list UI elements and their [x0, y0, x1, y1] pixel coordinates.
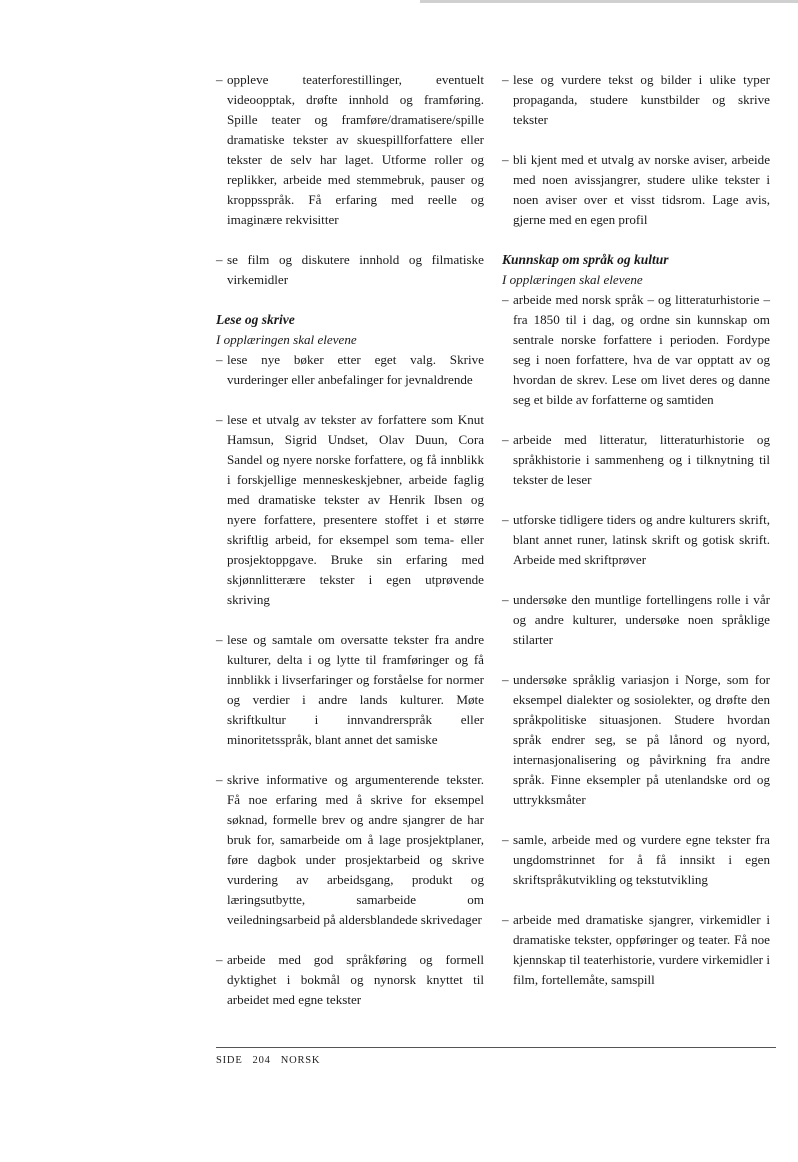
footer-side-label: SIDE: [216, 1055, 243, 1066]
page-footer: [216, 1055, 330, 1066]
footer-divider: [216, 1047, 776, 1048]
left-column: [216, 70, 484, 1010]
list-item: – lese og samtale om oversatte tekster fra andre kulturer, delta i og lytte til framføringer og få innblikk i livserfaringer og forståelse for normer og verdier i andre lands kulturer. Møte skriftkultur i innvandrerspråk eller minoritetsspråk, blant annet det samiske: [216, 632, 484, 747]
list-item: – utforske tidligere tiders og andre kulturers skrift, blant annet runer, latinsk skrift og gotisk skrift. Arbeide med skriftprøver: [502, 512, 770, 567]
list-item: – oppleve teaterforestillinger, eventuelt videoopptak, drøfte innhold og framføring. Spille teater og framføre/dramatisere/spille dramatiske tekster av skuespillforfattere eller tekster de selv har laget. Utforme roller og replikker, arbeide med stemmebruk, pauser og kroppsspråk. Få erfaring med reelle og imaginære rekvisitter: [216, 72, 484, 227]
section-subheading: I opplæringen skal elevene: [502, 272, 643, 287]
list-item: – lese og vurdere tekst og bilder i ulike typer propaganda, studere kunstbilder og skrive tekster: [502, 72, 770, 127]
list-item: – bli kjent med et utvalg av norske aviser, arbeide med noen avissjangrer, studere ulike tekster i noen aviser over et visst tidsrom. Lage avis, gjerne med en egen profil: [502, 152, 770, 227]
list-item: – skrive informative og argumenterende tekster. Få noe erfaring med å skrive for eksempel søknad, formelle brev og andre sjangrer de har bruk for, samarbeide om å lage prosjektplaner, føre dagbok under prosjektarbeid og skrive vurdering av arbeidsgang, produkt og læringsutbytte, samarbeide om veiledningsarbeid på aldersblandede skrivedager: [216, 772, 484, 927]
list-item: – arbeide med dramatiske sjangrer, virkemidler i dramatiske tekster, oppføringer og teater. Få noe kjennskap til teaterhistorie, vurdere virkemidler i film, fortellemåte, samspill: [502, 912, 770, 987]
section-subheading: I opplæringen skal elevene: [216, 332, 357, 347]
list-item: – samle, arbeide med og vurdere egne tekster fra ungdomstrinnet for å få innsikt i egen skriftspråkutvikling og tekstutvikling: [502, 832, 770, 887]
scan-edge: [420, 0, 798, 3]
list-item: – undersøke språklig variasjon i Norge, som for eksempel dialekter og sosiolekter, og drøfte den språkpolitiske situasjonen. Studere hvordan språk endrer seg, se på lånord og nyord, internasjonalisering og påvirkning fra andre språk. Finne eksempler på utenlandske ord og uttrykksmåter: [502, 672, 770, 807]
right-column: [502, 70, 770, 990]
page-number: 204: [252, 1055, 271, 1066]
list-item: – se film og diskutere innhold og filmatiske virkemidler: [216, 252, 484, 287]
list-item: – arbeide med norsk språk – og litteraturhistorie – fra 1850 til i dag, og ordne sin kunnskap om sentrale norske forfattere i perioden. Fordype seg i noen forfattere, hva de var opptatt av og hvordan de skrev. Lese om livet deres og danne seg et bilde av forfatterne og samtiden: [502, 292, 770, 407]
footer-subject: NORSK: [280, 1055, 321, 1066]
list-item: – undersøke den muntlige fortellingens rolle i vår og andre kulturer, undersøke noen språklige stilarter: [502, 592, 770, 647]
section-heading: Lese og skrive: [216, 312, 295, 327]
section-heading: Kunnskap om språk og kultur: [502, 252, 669, 267]
list-item: – arbeide med god språkføring og formell dyktighet i bokmål og nynorsk knyttet til arbeidet med egne tekster: [216, 952, 484, 1007]
list-item: – lese et utvalg av tekster av forfattere som Knut Hamsun, Sigrid Undset, Olav Duun, Cora Sandel og nyere norske forfattere, og få innblikk i forskjellige menneskeskjebner, arbeide faglig med dramatiske tekster av Henrik Ibsen og nyere forfattere, presentere stoffet i et større skriftlig arbeid, for eksempel som tema- eller prosjektoppgave. Bruke sin erfaring med skjønnlitterære tekster i egen utprøvende skriving: [216, 412, 484, 607]
list-item: – arbeide med litteratur, litteraturhistorie og språkhistorie i sammenheng og i tilknytning til tekster de leser: [502, 432, 770, 487]
list-item: – lese nye bøker etter eget valg. Skrive vurderinger eller anbefalinger for jevnaldrende: [216, 352, 484, 387]
